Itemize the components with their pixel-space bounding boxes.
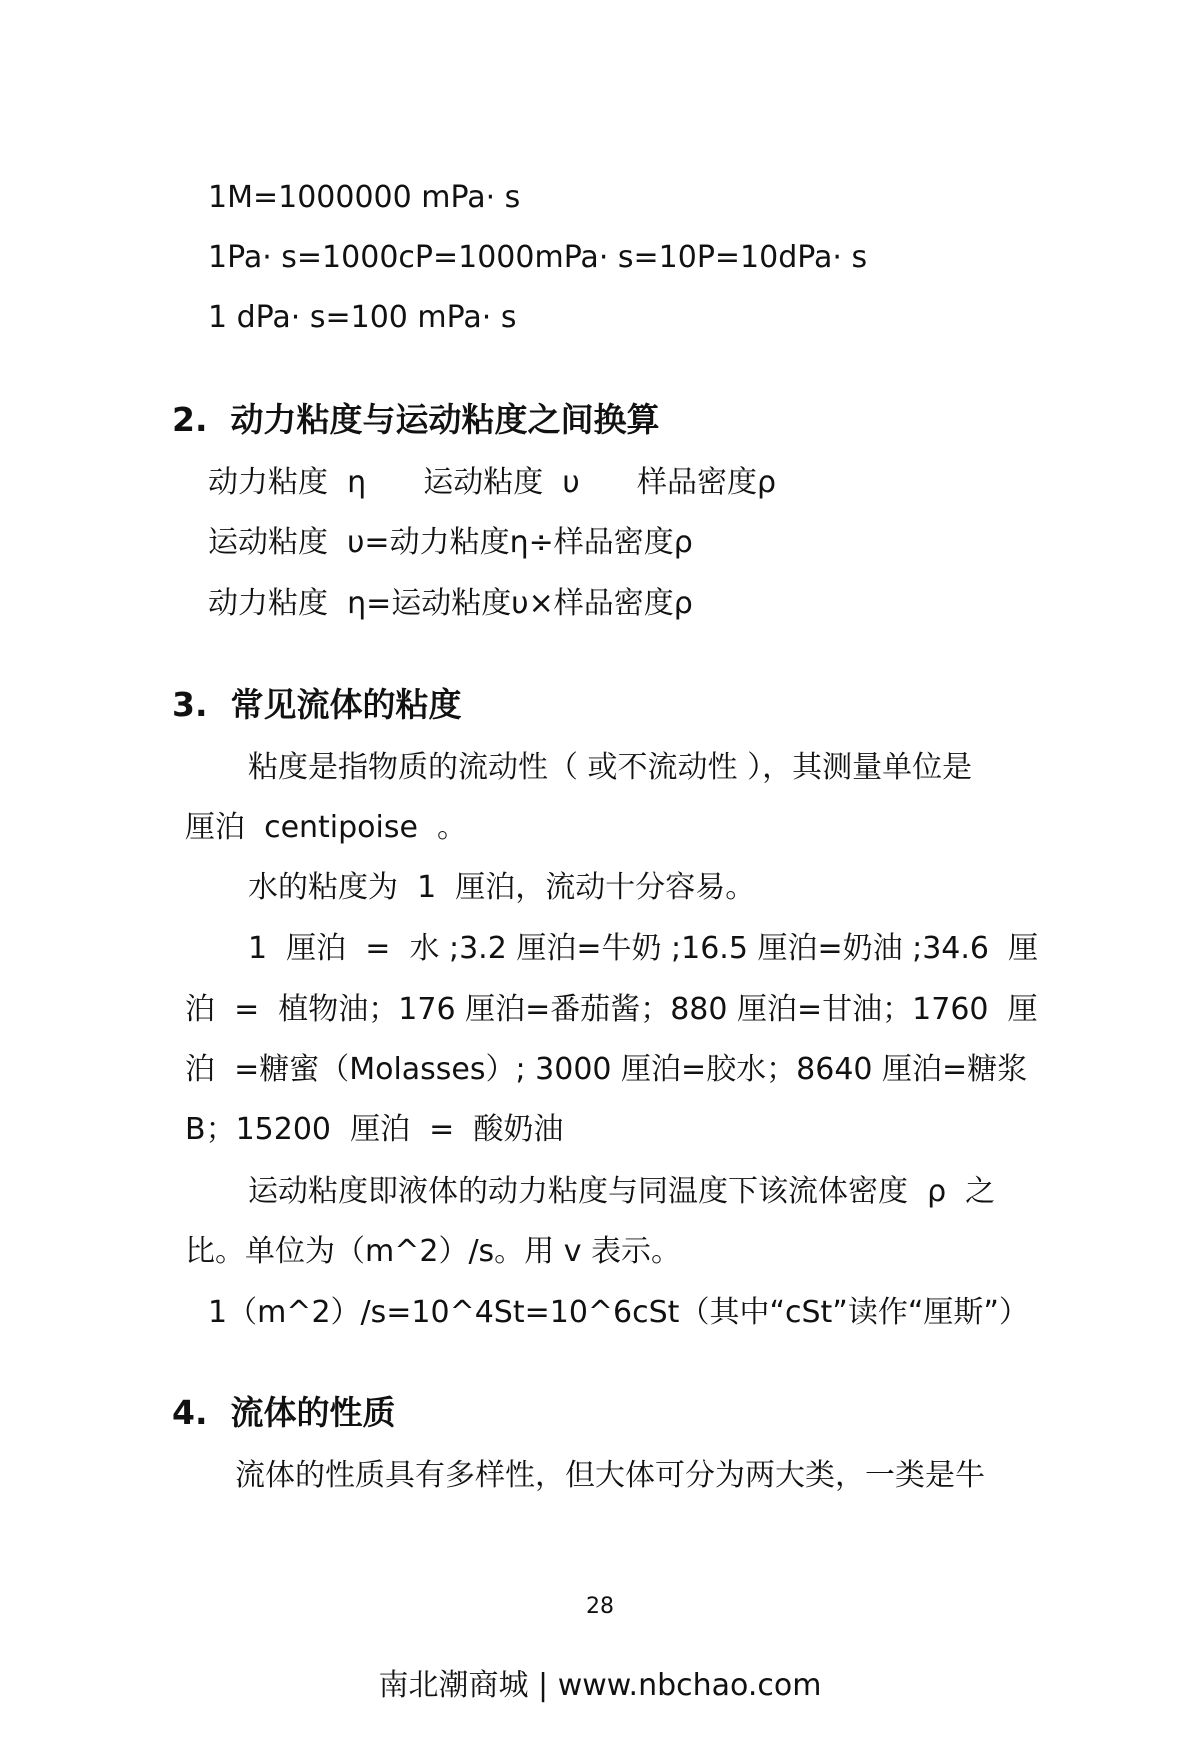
unit-line: 1 dPa· s=100 mPa· s [208, 300, 517, 335]
unit-line: 1M=1000000 mPa· s [208, 180, 521, 215]
paragraph-line: B；15200 厘泊 = 酸奶油 [185, 1112, 564, 1147]
paragraph-line: 水的粘度为 1 厘泊，流动十分容易。 [248, 870, 756, 905]
paragraph-line: 1（m^2）/s=10^4St=10^6cSt（其中“cSt”读作“厘斯”） [208, 1295, 1029, 1330]
formula-line: 动力粘度 η=运动粘度υ×样品密度ρ [208, 586, 693, 621]
paragraph-line: 厘泊 centipoise 。 [185, 810, 468, 845]
section-heading: 4. 流体的性质 [172, 1393, 396, 1432]
paragraph-line: 1 厘泊 = 水 ;3.2 厘泊=牛奶 ;16.5 厘泊=奶油 ;34.6 厘 [248, 931, 1039, 966]
paragraph-line: 运动粘度即液体的动力粘度与同温度下该流体密度 ρ 之 [248, 1174, 996, 1209]
paragraph-line: 泊 =糖蜜（Molasses）; 3000 厘泊=胶水；8640 厘泊=糖浆 [185, 1052, 1028, 1087]
paragraph-line: 粘度是指物质的流动性（ 或不流动性 ），其测量单位是 [248, 750, 973, 785]
page-number: 28 [586, 1594, 614, 1619]
formula-line: 运动粘度 υ=动力粘度η÷样品密度ρ [208, 525, 693, 560]
paragraph-line: 流体的性质具有多样性，但大体可分为两大类，一类是牛 [235, 1458, 985, 1493]
page-footer: 南北潮商城 | www.nbchao.com [378, 1668, 822, 1703]
formula-line: 动力粘度 η 运动粘度 υ 样品密度ρ [208, 465, 776, 500]
paragraph-line: 泊 = 植物油；176 厘泊=番茄酱；880 厘泊=甘油；1760 厘 [185, 992, 1038, 1027]
section-heading: 2. 动力粘度与运动粘度之间换算 [172, 400, 660, 439]
section-heading: 3. 常见流体的粘度 [172, 685, 462, 724]
paragraph-line: 比。单位为（m^2）/s。用 v 表示。 [185, 1234, 682, 1269]
unit-line: 1Pa· s=1000cP=1000mPa· s=10P=10dPa· s [208, 240, 868, 275]
